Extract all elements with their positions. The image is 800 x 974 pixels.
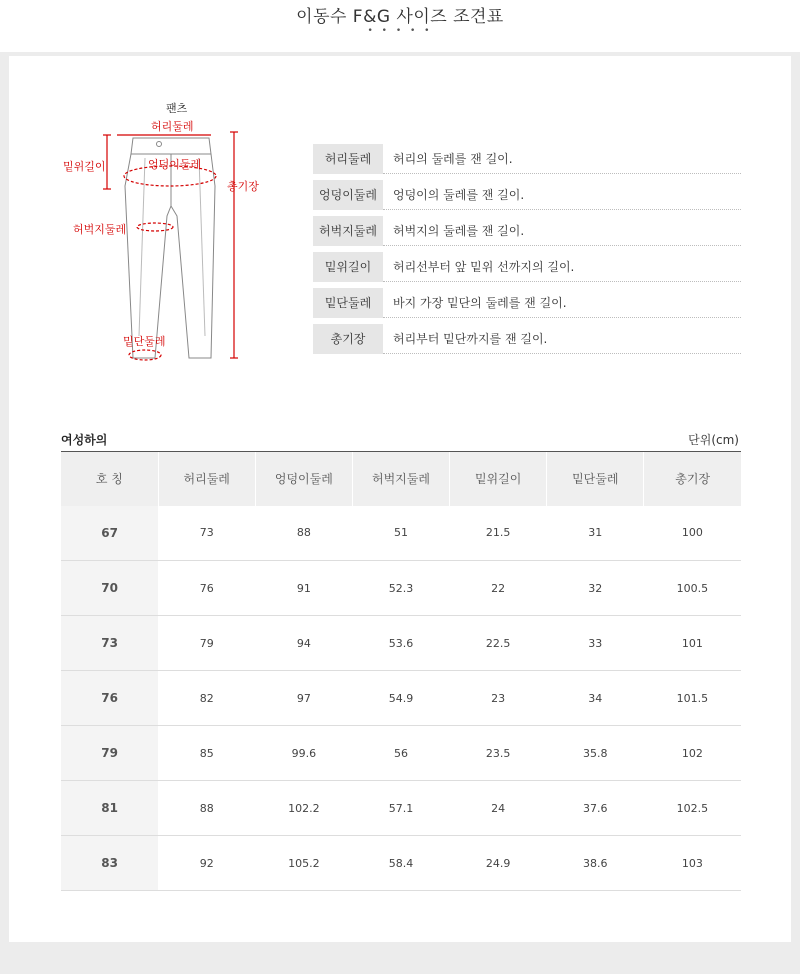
size-label-cell: 81 xyxy=(61,781,158,836)
definition-desc: 허리부터 밑단까지를 잰 길이. xyxy=(393,332,548,346)
table-cell: 97 xyxy=(255,671,352,726)
table-cell: 102.2 xyxy=(255,781,352,836)
table-cell: 92 xyxy=(158,836,255,891)
hip-label: 엉덩이둘레 xyxy=(148,158,202,171)
thigh-label: 허벅지둘레 xyxy=(73,223,127,236)
hem-label: 밑단둘레 xyxy=(123,335,166,348)
table-cell: 88 xyxy=(255,506,352,561)
table-cell: 35.8 xyxy=(547,726,644,781)
table-row xyxy=(61,561,741,616)
table-cell: 22 xyxy=(450,561,547,616)
table-unit: 단위(cm) xyxy=(688,433,739,447)
size-label-cell: 70 xyxy=(61,561,158,616)
size-label-cell: 76 xyxy=(61,671,158,726)
table-cell: 57.1 xyxy=(352,781,449,836)
table-cell: 54.9 xyxy=(352,671,449,726)
table-cell: 101.5 xyxy=(644,671,741,726)
table-cell: 56 xyxy=(352,726,449,781)
definition-term: 총기장 xyxy=(313,324,383,354)
measurement-definitions xyxy=(313,144,741,360)
rise-label: 밑위길이 xyxy=(63,160,106,173)
definition-desc: 엉덩이의 둘레를 잰 길이. xyxy=(393,188,525,202)
table-header-row xyxy=(61,452,741,506)
table-cell: 53.6 xyxy=(352,616,449,671)
dotted-divider xyxy=(383,317,741,318)
table-cell: 24.9 xyxy=(450,836,547,891)
table-cell: 34 xyxy=(547,671,644,726)
definition-term: 밑단둘레 xyxy=(313,288,383,318)
content-panel xyxy=(9,56,791,942)
definition-row xyxy=(313,324,741,360)
table-cell: 58.4 xyxy=(352,836,449,891)
table-cell: 99.6 xyxy=(255,726,352,781)
size-table xyxy=(61,451,741,891)
size-label-cell: 73 xyxy=(61,616,158,671)
definition-desc: 허벅지의 둘레를 잰 길이. xyxy=(393,224,525,238)
dotted-divider xyxy=(383,281,741,282)
table-cell: 79 xyxy=(158,616,255,671)
table-row xyxy=(61,616,741,671)
definition-desc: 허리의 둘레를 잰 길이. xyxy=(393,152,513,166)
size-label-cell: 83 xyxy=(61,836,158,891)
size-label-cell: 79 xyxy=(61,726,158,781)
table-cell: 38.6 xyxy=(547,836,644,891)
definition-desc: 허리선부터 앞 밑위 선까지의 길이. xyxy=(393,260,575,274)
definition-desc: 바지 가장 밑단의 둘레를 잰 길이. xyxy=(393,296,567,310)
page-title: 이동수 F&G 사이즈 조견표 xyxy=(296,7,504,27)
column-header: 밑위길이 xyxy=(450,452,547,506)
definition-term: 밑위길이 xyxy=(313,252,383,282)
table-row xyxy=(61,726,741,781)
pants-diagram xyxy=(59,96,269,376)
definition-term: 허리둘레 xyxy=(313,144,383,174)
total-length-label: 총기장 xyxy=(227,180,259,193)
table-cell: 100 xyxy=(644,506,741,561)
table-cell: 21.5 xyxy=(450,506,547,561)
table-cell: 103 xyxy=(644,836,741,891)
table-cell: 105.2 xyxy=(255,836,352,891)
definition-row xyxy=(313,180,741,216)
dotted-divider xyxy=(383,353,741,354)
table-cell: 76 xyxy=(158,561,255,616)
column-header: 호 칭 xyxy=(61,452,158,506)
table-cell: 102.5 xyxy=(644,781,741,836)
table-cell: 51 xyxy=(352,506,449,561)
table-cell: 100.5 xyxy=(644,561,741,616)
definition-term: 허벅지둘레 xyxy=(313,216,383,246)
table-row xyxy=(61,506,741,561)
dotted-divider xyxy=(383,245,741,246)
table-cell: 85 xyxy=(158,726,255,781)
page-header xyxy=(0,0,800,52)
title-dots: • • • • • xyxy=(367,26,433,36)
table-cell: 73 xyxy=(158,506,255,561)
definition-row xyxy=(313,216,741,252)
table-cell: 52.3 xyxy=(352,561,449,616)
table-cell: 37.6 xyxy=(547,781,644,836)
definition-term: 엉덩이둘레 xyxy=(313,180,383,210)
size-label-cell: 67 xyxy=(61,506,158,561)
table-cell: 101 xyxy=(644,616,741,671)
table-cell: 102 xyxy=(644,726,741,781)
table-cell: 33 xyxy=(547,616,644,671)
column-header: 엉덩이둘레 xyxy=(255,452,352,506)
table-cell: 82 xyxy=(158,671,255,726)
dotted-divider xyxy=(383,209,741,210)
table-cell: 22.5 xyxy=(450,616,547,671)
diagram-title: 팬츠 xyxy=(166,102,188,115)
table-row xyxy=(61,836,741,891)
table-cell: 91 xyxy=(255,561,352,616)
table-row xyxy=(61,671,741,726)
waist-label: 허리둘레 xyxy=(151,120,194,133)
table-cell: 24 xyxy=(450,781,547,836)
table-title: 여성하의 xyxy=(61,433,108,447)
table-cell: 23.5 xyxy=(450,726,547,781)
table-cell: 32 xyxy=(547,561,644,616)
table-cell: 31 xyxy=(547,506,644,561)
dotted-divider xyxy=(383,173,741,174)
table-cell: 88 xyxy=(158,781,255,836)
table-cell: 94 xyxy=(255,616,352,671)
definition-row xyxy=(313,144,741,180)
definition-row xyxy=(313,288,741,324)
column-header: 허리둘레 xyxy=(158,452,255,506)
column-header: 허벅지둘레 xyxy=(352,452,449,506)
table-row xyxy=(61,781,741,836)
definition-row xyxy=(313,252,741,288)
column-header: 밑단둘레 xyxy=(547,452,644,506)
column-header: 총기장 xyxy=(644,452,741,506)
table-cell: 23 xyxy=(450,671,547,726)
